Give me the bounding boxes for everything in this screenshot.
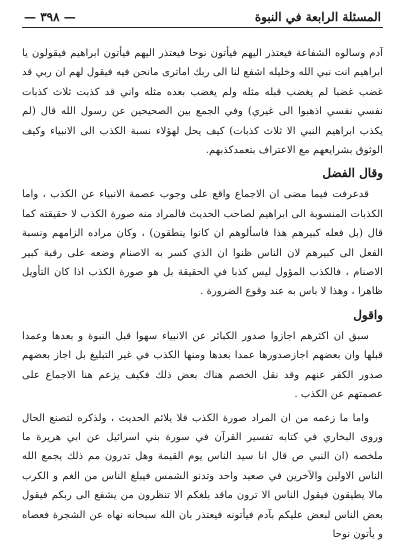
running-title: المسئلة الرابعة في النبوة	[254, 10, 381, 24]
paragraph: آدم وسالوه الشفاعة فيعتذر اليهم فيأتون نوحا فيعتذر اليهم فيأتون ابراهيم فيقولون يا ابراهيم انت نبي الله وخليله اشفع لنا الى ربك اماترى مانحن فيه فيقول لهم ان ربي قد غضب غضبا لم يغضب قبله مثله ولم يغضب بعده مثله واني قد كذبت ثلاث كذبات نفسي نفسي اذهبوا الى غيري) وفي الجمع بين الصحيحين عن رسول الله قال (لم يكذب ابراهيم النبي الا ثلاث كذبات) كيف يحل لهؤلاء نسبة الكذب الى الانبياء وكيف الوثوق بشرايعهم مع الاعتراف بتعمدكذبهم.	[22, 48, 383, 157]
section-heading: واقول	[353, 307, 383, 322]
paragraph: واما ما زعمه من ان المراد صورة الكذب فلا يلائم الحديث ، ولذكره لتصنع الحال وروى البخاري في كتابه تفسير القرآن في سورة بني اسرائيل عن ابي هريرة ما ملخصه (ان النبي ص قال انا سيد الناس يوم القيمة وهل تدرون مم ذلك يجمع الله الناس الاولين والآخرين في صعيد واحد وتدنو الشمس فيبلغ الناس من الغم و الكرب مالا يطيقون فيقول الناس الا ترون ماقد بلغكم الا تنظرون من يشفع الى ربكم فيقول بعض الناس لبعض عليكم بآدم فيأتونه فيعتذر بان الله سبحانه نهاه عن الشجرة فعصاه و يأتون نوحا	[22, 412, 383, 540]
page-body	[22, 44, 383, 544]
paragraph: سبق ان اكثرهم اجازوا صدور الكبائر عن الانبياء سهوا قبل النبوة و بعدها وعمدا قبلها وان بعضهم اجازصدورها عمدا بعدها ومنها الكذب في غير التبليغ بل اجاز بعضهم صدور الكفر عنهم وقد نقل الخصم هناك بعض ذلك فكيف يزعم هنا الاجماع على عصمتهم عن الكذب .	[22, 330, 383, 401]
paragraph: قدعرفت فيما مضى ان الاجماع واقع على وجوب عصمة الانبياء عن الكذب ، واما الكذبات المنسوبة الى ابراهيم لصاحب الحديث فالمراد منه صورة الكذب لا حقيقته كما قال (بل فعله كبيرهم هذا فاسألوهم ان كانوا ينطقون) ، وكان مراده الزامهم ونسبة الفعل الى كبيرهم لان الناس ظنوا ان الذي كسر به الاصنام وضعه على رقبة كبير الاصنام ، فالكذب المؤول ليس كذبا في الحقيقة بل هو صورة الكذب اذا كان التأويل ظاهرا ، وهذا لا باس به عند وقوع الضرورة .	[22, 189, 383, 298]
page-number: — ٣٩٨ —	[24, 10, 76, 24]
page-header	[22, 6, 383, 28]
section-heading: وقال الفضل	[322, 166, 383, 181]
